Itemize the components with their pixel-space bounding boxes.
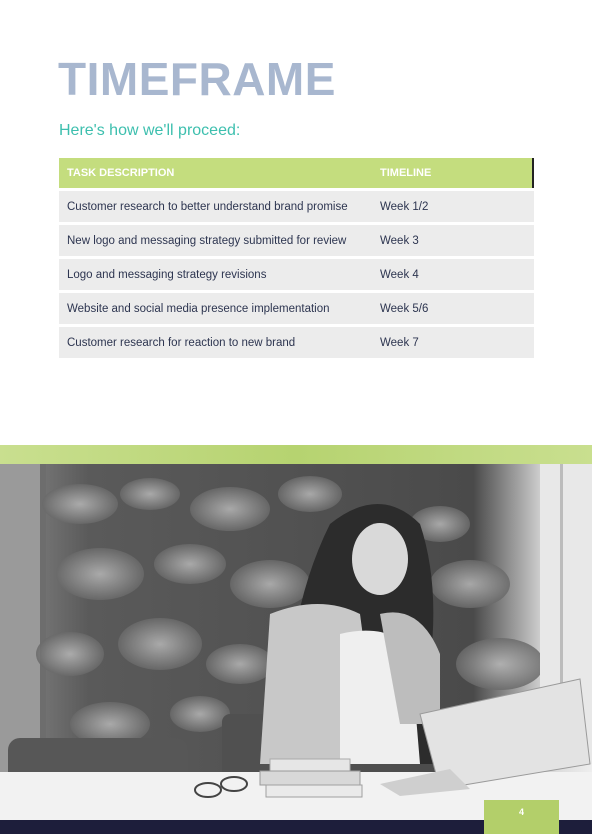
header-task-description: TASK DESCRIPTION <box>67 167 175 179</box>
timeframe-table <box>59 158 534 358</box>
timeline-cell: Week 5/6 <box>380 302 429 315</box>
timeline-cell: Week 4 <box>380 268 419 281</box>
header-timeline: TIMELINE <box>380 167 432 179</box>
table-row <box>59 191 534 222</box>
table-row <box>59 327 534 358</box>
task-cell: Logo and messaging strategy revisions <box>67 268 267 281</box>
page-title: TIMEFRAME <box>58 53 336 105</box>
timeline-cell: Week 1/2 <box>380 200 429 213</box>
task-cell: Website and social media presence implementation <box>67 302 330 315</box>
task-cell: Customer research to better understand brand promise <box>67 200 348 213</box>
table-header <box>59 158 534 188</box>
page-subtitle: Here's how we'll proceed: <box>59 122 241 139</box>
task-cell: New logo and messaging strategy submitted for review <box>67 234 347 247</box>
table-row <box>59 259 534 290</box>
woman-laptop-photo <box>0 464 592 820</box>
page-number: 4 <box>518 807 524 817</box>
table-row <box>59 293 534 324</box>
table-row <box>59 225 534 256</box>
timeline-cell: Week 3 <box>380 234 419 247</box>
decorative-green-band <box>0 445 592 464</box>
photo-illustration <box>0 464 592 820</box>
page-number-badge <box>484 800 559 834</box>
task-cell: Customer research for reaction to new brand <box>67 336 296 349</box>
timeline-cell: Week 7 <box>380 336 419 349</box>
